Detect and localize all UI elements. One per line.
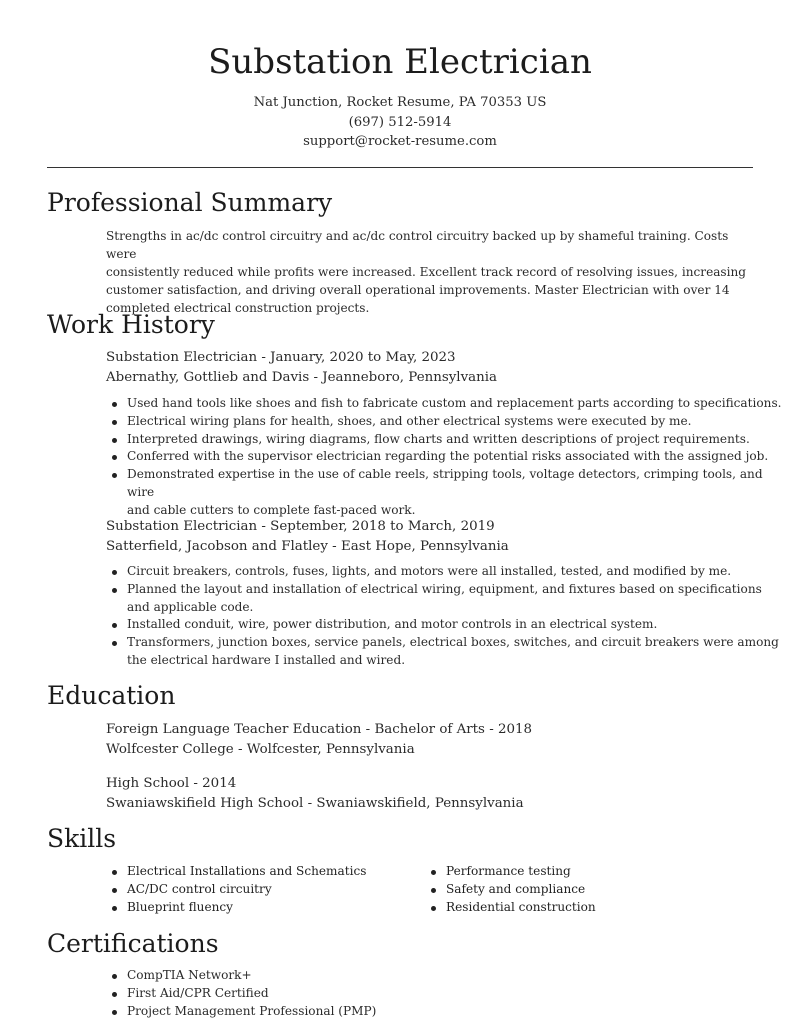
job-bullet: Installed conduit, wire, power distribution, and motor controls in an electrical system. <box>106 616 786 634</box>
education-degree: High School - 2014 <box>106 776 237 791</box>
summary-text <box>106 227 756 317</box>
skill-item: Electrical Installations and Schematics <box>106 863 406 881</box>
job-bullet: Interpreted drawings, wiring diagrams, flow charts and written descriptions of project requirements. <box>106 431 786 449</box>
section-title-education: Education <box>47 681 176 710</box>
job-bullet: Transformers, junction boxes, service panels, electrical boxes, switches, and circuit breakers were among the electrical hardware I installed and wired. <box>106 634 786 670</box>
job-bullet: Used hand tools like shoes and fish to fabricate custom and replacement parts according to specifications. <box>106 395 786 413</box>
header-divider <box>47 167 753 168</box>
summary-line: Strengths in ac/dc control circuitry and ac/dc control circuitry backed up by shameful training. Costs were <box>106 229 729 261</box>
education-school: Swaniawskifield High School - Swaniawskifield, Pennsylvania <box>106 795 524 811</box>
summary-line: consistently reduced while profits were increased. Excellent track record of resolving issues, increasing <box>106 265 747 279</box>
job-company: Abernathy, Gottlieb and Davis - Jeanneboro, Pennsylvania <box>106 369 498 385</box>
skills-right-column <box>425 863 725 916</box>
certification-item: Project Management Professional (PMP) <box>106 1003 756 1021</box>
summary-line: customer satisfaction, and driving overall operational improvements. Master Electrician with over 14 <box>106 283 730 297</box>
skill-item: Performance testing <box>425 863 725 881</box>
job-role: Substation Electrician - January, 2020 to May, 2023 <box>106 350 456 365</box>
job-bullets <box>106 563 786 670</box>
contact-phone: (697) 512-5914 <box>348 115 452 130</box>
job-bullet: Conferred with the supervisor electrician regarding the potential risks associated with the assigned job. <box>106 448 786 466</box>
education-entry <box>106 720 756 759</box>
job-bullets <box>106 395 786 520</box>
section-title-work: Work History <box>47 310 215 339</box>
skills-left-column <box>106 863 406 916</box>
job-company: Satterfield, Jacobson and Flatley - East Hope, Pennsylvania <box>106 538 509 554</box>
education-degree: Foreign Language Teacher Education - Bachelor of Arts - 2018 <box>106 722 533 737</box>
certification-item: First Aid/CPR Certified <box>106 985 756 1003</box>
education-school: Wolfcester College - Wolfcester, Pennsylvania <box>106 741 415 757</box>
job-role: Substation Electrician - September, 2018 to March, 2019 <box>106 519 495 534</box>
contact-email[interactable]: support@rocket-resume.com <box>303 134 497 149</box>
section-title-skills: Skills <box>47 824 117 853</box>
skill-item: Blueprint fluency <box>106 899 406 917</box>
certifications-list <box>106 967 756 1020</box>
skill-item: AC/DC control circuitry <box>106 881 406 899</box>
section-title-certifications: Certifications <box>47 929 219 958</box>
resume-name: Substation Electrician <box>208 42 592 82</box>
job-bullet: Demonstrated expertise in the use of cable reels, stripping tools, voltage detectors, crimping tools, and wire and cable cutters to complete fast-paced work. <box>106 466 786 519</box>
job-bullet: Circuit breakers, controls, fuses, lights, and motors were all installed, tested, and modified by me. <box>106 563 786 581</box>
section-title-summary: Professional Summary <box>47 188 333 217</box>
skill-item: Safety and compliance <box>425 881 725 899</box>
job-bullet: Electrical wiring plans for health, shoes, and other electrical systems were executed by me. <box>106 413 786 431</box>
education-entry <box>106 774 756 813</box>
job-entry <box>106 348 756 387</box>
job-entry <box>106 517 756 556</box>
certification-item: CompTIA Network+ <box>106 967 756 985</box>
job-bullet: Planned the layout and installation of electrical wiring, equipment, and fixtures based on specifications and applicable code. <box>106 581 786 617</box>
summary-line: completed electrical construction projects. <box>106 301 370 315</box>
skill-item: Residential construction <box>425 899 725 917</box>
contact-address: Nat Junction, Rocket Resume, PA 70353 US <box>253 95 547 110</box>
